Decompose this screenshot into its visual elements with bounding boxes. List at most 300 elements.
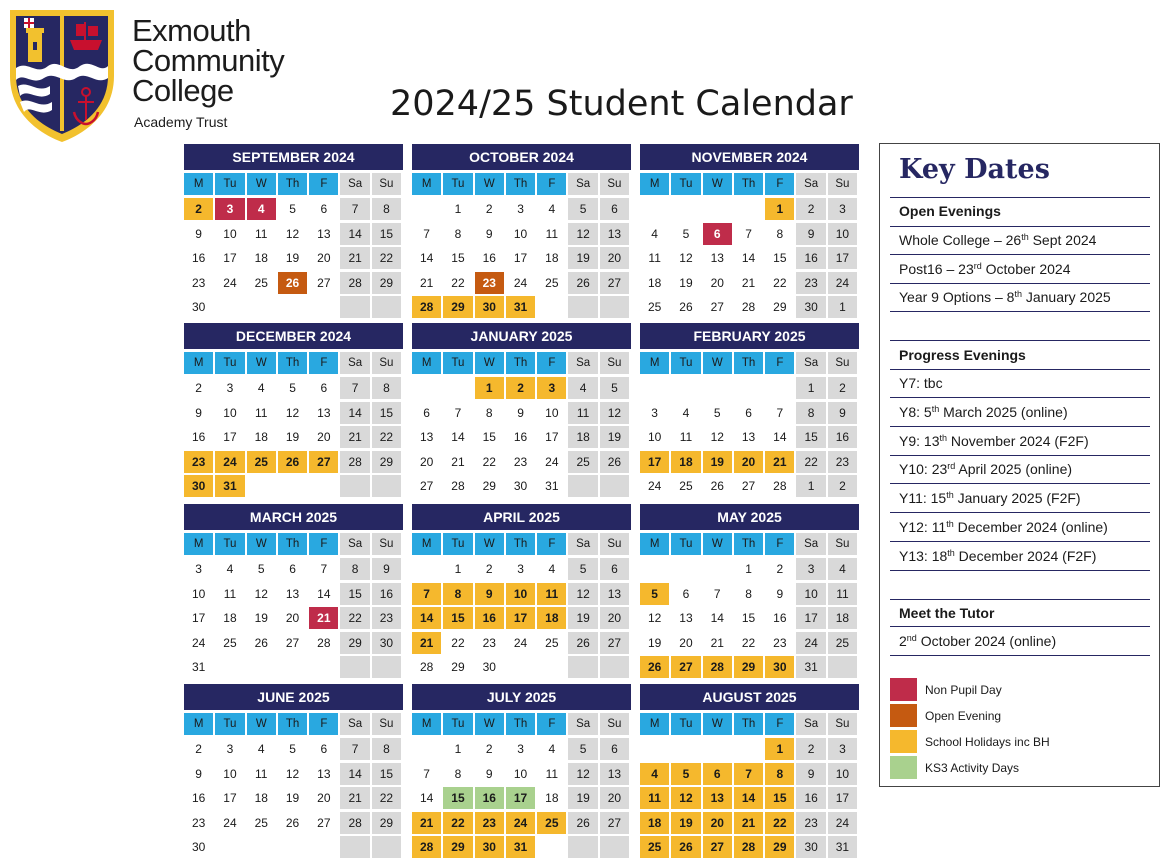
- day-cell: 5: [600, 377, 629, 399]
- day-cell: 11: [545, 766, 559, 781]
- weekday-header: Su: [372, 173, 401, 195]
- empty-day-cell: [278, 475, 307, 497]
- day-cell: 1: [828, 296, 857, 318]
- day-cell: 25: [640, 836, 669, 858]
- week-row: [640, 558, 859, 580]
- day-cell: 9: [796, 763, 825, 785]
- day-cell: 21: [340, 247, 369, 269]
- day-cell: 19: [285, 791, 300, 805]
- day-cell: 10: [796, 583, 825, 605]
- week-row: [184, 296, 403, 318]
- meet-tutor-heading: Meet the Tutor: [899, 605, 995, 621]
- week-row: [640, 223, 859, 245]
- day-cell: 18: [545, 251, 559, 265]
- day-cell: 6: [600, 738, 629, 760]
- day-cell: 29: [765, 836, 794, 858]
- week-row: [412, 402, 631, 424]
- empty-day-cell: [734, 198, 763, 220]
- week-row: [184, 475, 403, 497]
- empty-day-cell: [372, 656, 401, 678]
- empty-day-cell: [568, 475, 597, 497]
- day-cell: 8: [454, 766, 462, 781]
- weekday-header: F: [765, 173, 794, 195]
- weekday-header: Tu: [671, 352, 700, 374]
- weekday-header: Su: [828, 713, 857, 735]
- day-cell: 24: [223, 815, 237, 830]
- meet-tutor-item: [899, 633, 1056, 649]
- legend-swatch: [890, 678, 917, 701]
- day-cell: 7: [454, 405, 462, 420]
- day-cell: 20: [734, 451, 763, 473]
- week-row: [640, 607, 859, 629]
- day-cell: 23: [475, 812, 504, 834]
- weekday-header: F: [309, 713, 338, 735]
- month-may-2025: [640, 504, 859, 681]
- day-cell: 11: [255, 405, 268, 420]
- weekday-header: W: [475, 352, 504, 374]
- day-cell: 13: [317, 405, 331, 420]
- day-cell: 14: [451, 430, 465, 444]
- empty-day-cell: [640, 738, 669, 760]
- day-cell: 26: [278, 451, 307, 473]
- day-cell: 10: [191, 586, 206, 601]
- weekday-header: Th: [278, 173, 307, 195]
- day-cell: 9: [195, 766, 202, 781]
- day-cell: 1: [796, 377, 825, 399]
- day-cell: 13: [317, 226, 331, 241]
- day-cell: 15: [372, 402, 401, 424]
- weekday-header: F: [309, 173, 338, 195]
- day-cell: 5: [568, 198, 597, 220]
- month-header: FEBRUARY 2025: [640, 323, 859, 349]
- day-cell: 2: [506, 377, 535, 399]
- day-cell: 7: [745, 226, 752, 241]
- day-cell: 17: [513, 251, 528, 265]
- empty-day-cell: [703, 738, 732, 760]
- day-cell: 24: [647, 479, 662, 493]
- ordinal-suffix: rd: [973, 260, 982, 271]
- weekday-header: W: [247, 533, 276, 555]
- day-cell: 12: [679, 251, 693, 265]
- day-cell: 10: [223, 766, 237, 781]
- day-cell: 13: [679, 611, 693, 625]
- day-cell: 29: [372, 812, 401, 834]
- progress-evening-item: [899, 548, 1096, 564]
- day-cell: 24: [796, 632, 825, 654]
- day-cell: 30: [475, 836, 504, 858]
- day-cell: 30: [765, 656, 794, 678]
- day-cell: 11: [255, 226, 268, 241]
- weekday-header: Th: [734, 173, 763, 195]
- weekday-header: Th: [506, 352, 535, 374]
- day-cell: 7: [412, 583, 441, 605]
- day-cell: 8: [372, 198, 401, 220]
- day-cell: 2: [828, 475, 857, 497]
- day-cell: 28: [317, 635, 331, 650]
- day-cell: 16: [796, 787, 825, 809]
- day-cell: 25: [568, 451, 597, 473]
- day-cell: 8: [745, 586, 752, 601]
- weekday-header: F: [537, 533, 566, 555]
- day-cell: 31: [545, 479, 559, 493]
- page-title: 2024/25 Student Calendar: [390, 84, 853, 124]
- empty-day-cell: [412, 198, 441, 220]
- day-cell: 17: [191, 611, 206, 625]
- day-cell: 10: [223, 226, 237, 241]
- progress-evening-item: [899, 375, 943, 391]
- weekday-header: Th: [506, 533, 535, 555]
- empty-day-cell: [828, 656, 857, 678]
- empty-day-cell: [600, 475, 629, 497]
- school-subtitle: Academy Trust: [134, 114, 228, 130]
- day-cell: 20: [317, 791, 331, 805]
- day-cell: 22: [372, 787, 401, 809]
- weekday-header: F: [537, 713, 566, 735]
- date-text-rest: March 2025 (online): [939, 403, 1068, 420]
- day-cell: 3: [195, 562, 202, 576]
- day-cell: 4: [247, 198, 276, 220]
- weekday-header: Tu: [215, 713, 244, 735]
- week-row: [184, 632, 403, 654]
- day-cell: 14: [773, 430, 787, 444]
- empty-day-cell: [568, 296, 597, 318]
- day-cell: 1: [765, 198, 794, 220]
- month-december-2024: [184, 323, 403, 500]
- progress-evenings-heading: Progress Evenings: [899, 347, 1026, 363]
- day-cell: 7: [340, 377, 369, 399]
- date-text-rest: January 2025: [1021, 289, 1111, 305]
- empty-day-cell: [640, 377, 669, 399]
- day-cell: 5: [568, 558, 597, 580]
- day-cell: 9: [517, 405, 524, 420]
- month-june-2025: [184, 684, 403, 861]
- day-cell: 29: [773, 300, 787, 314]
- week-row: [640, 656, 859, 678]
- day-cell: 19: [254, 611, 268, 625]
- day-cell: 24: [506, 812, 535, 834]
- day-cell: 4: [828, 558, 857, 580]
- day-cell: 26: [640, 656, 669, 678]
- day-cell: 5: [713, 405, 721, 420]
- day-cell: 15: [443, 787, 472, 809]
- day-cell: 31: [506, 836, 535, 858]
- day-cell: 29: [372, 451, 401, 473]
- day-cell: 2: [195, 742, 202, 756]
- week-row: [412, 836, 631, 858]
- day-cell: 3: [651, 405, 658, 420]
- day-cell: 2: [184, 198, 213, 220]
- weekday-header: Su: [372, 352, 401, 374]
- week-row: [412, 296, 631, 318]
- weekday-header: W: [703, 533, 732, 555]
- day-cell: 24: [513, 635, 528, 650]
- empty-day-cell: [412, 738, 441, 760]
- day-cell: 14: [734, 787, 763, 809]
- day-cell: 27: [317, 815, 331, 830]
- empty-day-cell: [412, 558, 441, 580]
- ordinal-suffix: th: [1014, 289, 1022, 299]
- day-cell: 23: [191, 275, 206, 290]
- legend-label: Open Evening: [925, 709, 1002, 723]
- day-cell: 24: [513, 275, 528, 290]
- weekday-header-row: [640, 173, 859, 195]
- week-row: [412, 787, 631, 809]
- empty-day-cell: [309, 656, 338, 678]
- week-row: [640, 475, 859, 497]
- weekday-header-row: [640, 713, 859, 735]
- empty-day-cell: [640, 558, 669, 580]
- day-cell: 20: [600, 607, 629, 629]
- day-cell: 21: [309, 607, 338, 629]
- weekday-header: Tu: [215, 533, 244, 555]
- day-cell: 11: [537, 583, 566, 605]
- week-row: [412, 247, 631, 269]
- day-cell: 27: [600, 632, 629, 654]
- day-cell: 9: [195, 405, 202, 420]
- day-cell: 10: [828, 223, 857, 245]
- day-cell: 27: [741, 479, 756, 493]
- date-text-rest: December 2024 (F2F): [954, 547, 1097, 564]
- day-cell: 22: [773, 275, 787, 290]
- day-cell: 6: [600, 198, 629, 220]
- day-cell: 17: [796, 607, 825, 629]
- weekday-header: Th: [278, 352, 307, 374]
- weekday-header: Su: [600, 713, 629, 735]
- day-cell: 7: [776, 405, 784, 420]
- day-cell: 8: [443, 583, 472, 605]
- day-cell: 23: [796, 272, 825, 294]
- date-text-rest: December 2024 (online): [953, 519, 1108, 535]
- date-text-rest: October 2024 (online): [916, 633, 1057, 649]
- day-cell: 23: [773, 635, 787, 650]
- weekday-header: W: [247, 713, 276, 735]
- weekday-header: M: [640, 533, 669, 555]
- weekday-header: F: [765, 533, 794, 555]
- day-cell: 22: [451, 275, 465, 290]
- day-cell: 30: [796, 836, 825, 858]
- ordinal-suffix: th: [946, 490, 954, 501]
- day-cell: 27: [600, 812, 629, 834]
- date-text: Year 9 Options – 8: [899, 289, 1015, 305]
- week-row: [640, 198, 859, 220]
- day-cell: 10: [828, 763, 857, 785]
- empty-day-cell: [537, 836, 566, 858]
- day-cell: 2: [485, 562, 493, 576]
- weekday-header: M: [412, 352, 441, 374]
- day-cell: 4: [257, 381, 265, 395]
- day-cell: 6: [320, 742, 328, 756]
- day-cell: 14: [741, 251, 756, 265]
- day-cell: 18: [254, 251, 268, 265]
- date-text-rest: Sept 2024: [1028, 232, 1097, 248]
- week-row: [412, 763, 631, 785]
- day-cell: 25: [223, 635, 237, 650]
- day-cell: 18: [537, 607, 566, 629]
- day-cell: 8: [454, 226, 462, 241]
- day-cell: 13: [317, 766, 331, 781]
- empty-day-cell: [215, 296, 244, 318]
- day-cell: 9: [776, 586, 784, 601]
- weekday-header: W: [247, 173, 276, 195]
- weekday-header: Sa: [568, 533, 597, 555]
- legend-label: Non Pupil Day: [925, 683, 1002, 697]
- day-cell: 4: [548, 562, 556, 576]
- day-cell: 2: [485, 202, 493, 216]
- day-cell: 31: [191, 660, 206, 674]
- day-cell: 6: [289, 562, 296, 576]
- day-cell: 18: [640, 812, 669, 834]
- weekday-header: Th: [506, 713, 535, 735]
- ordinal-suffix: th: [931, 403, 940, 414]
- day-cell: 3: [517, 562, 524, 576]
- day-cell: 25: [537, 812, 566, 834]
- week-row: [184, 377, 403, 399]
- day-cell: 15: [765, 787, 794, 809]
- weekday-header: Sa: [568, 173, 597, 195]
- ordinal-suffix: rd: [947, 461, 956, 472]
- empty-day-cell: [309, 836, 338, 858]
- day-cell: 18: [671, 451, 700, 473]
- empty-day-cell: [309, 296, 338, 318]
- school-name: [132, 13, 285, 108]
- day-cell: 13: [600, 583, 629, 605]
- empty-day-cell: [600, 296, 629, 318]
- empty-day-cell: [278, 296, 307, 318]
- day-cell: 4: [257, 742, 265, 756]
- weekday-header: F: [537, 352, 566, 374]
- day-cell: 27: [710, 300, 724, 314]
- week-row: [412, 451, 631, 473]
- day-cell: 16: [828, 426, 857, 448]
- weekday-header: M: [184, 173, 213, 195]
- day-cell: 26: [254, 635, 268, 650]
- empty-day-cell: [247, 296, 276, 318]
- weekday-header: Sa: [340, 352, 369, 374]
- progress-evening-item: [899, 404, 1068, 420]
- day-cell: 29: [340, 632, 369, 654]
- day-cell: 17: [640, 451, 669, 473]
- day-cell: 8: [372, 738, 401, 760]
- date-text: Y8: 5: [899, 403, 932, 420]
- day-cell: 1: [475, 377, 504, 399]
- day-cell: 6: [600, 558, 629, 580]
- day-cell: 29: [734, 656, 763, 678]
- day-cell: 20: [710, 275, 724, 290]
- week-row: [412, 475, 631, 497]
- divider-line: [890, 369, 1150, 370]
- day-cell: 6: [703, 223, 732, 245]
- day-cell: 22: [340, 607, 369, 629]
- week-row: [412, 223, 631, 245]
- week-row: [184, 583, 403, 605]
- day-cell: 28: [340, 812, 369, 834]
- day-cell: 7: [713, 586, 721, 601]
- day-cell: 23: [513, 454, 528, 469]
- day-cell: 28: [773, 479, 787, 493]
- empty-day-cell: [600, 656, 629, 678]
- day-cell: 15: [741, 611, 756, 625]
- week-row: [412, 583, 631, 605]
- day-cell: 20: [317, 430, 331, 444]
- weekday-header: Tu: [671, 713, 700, 735]
- progress-evening-item: [899, 519, 1108, 535]
- weekday-header: Th: [734, 533, 763, 555]
- day-cell: 8: [372, 377, 401, 399]
- empty-day-cell: [372, 475, 401, 497]
- weekday-header-row: [184, 173, 403, 195]
- day-cell: 13: [600, 763, 629, 785]
- weekday-header: F: [537, 173, 566, 195]
- day-cell: 2: [485, 742, 493, 756]
- day-cell: 11: [640, 787, 669, 809]
- day-cell: 26: [285, 815, 300, 830]
- empty-day-cell: [537, 656, 566, 678]
- day-cell: 29: [482, 479, 496, 493]
- weekday-header: M: [412, 173, 441, 195]
- day-cell: 16: [513, 430, 528, 444]
- day-cell: 20: [600, 787, 629, 809]
- day-cell: 6: [682, 586, 690, 601]
- day-cell: 15: [796, 426, 825, 448]
- day-cell: 24: [191, 635, 206, 650]
- weekday-header-row: [184, 352, 403, 374]
- day-cell: 16: [482, 251, 496, 265]
- weekday-header: Sa: [796, 533, 825, 555]
- day-cell: 9: [475, 583, 504, 605]
- day-cell: 16: [475, 607, 504, 629]
- day-cell: 12: [568, 763, 597, 785]
- day-cell: 16: [773, 611, 787, 625]
- legend-swatch: [890, 730, 917, 753]
- weekday-header: W: [475, 173, 504, 195]
- day-cell: 21: [419, 275, 434, 290]
- day-cell: 18: [568, 426, 597, 448]
- day-cell: 21: [734, 812, 763, 834]
- weekday-header: W: [703, 713, 732, 735]
- day-cell: 25: [545, 635, 559, 650]
- weekday-header-row: [412, 173, 631, 195]
- day-cell: 13: [741, 430, 756, 444]
- date-text-rest: April 2025 (online): [955, 461, 1073, 478]
- day-cell: 3: [828, 738, 857, 760]
- month-header: AUGUST 2025: [640, 684, 859, 710]
- progress-evening-item: [899, 433, 1089, 449]
- day-cell: 17: [223, 251, 237, 265]
- date-text: Y10: 23: [899, 461, 948, 478]
- day-cell: 2: [796, 738, 825, 760]
- empty-day-cell: [537, 296, 566, 318]
- empty-day-cell: [568, 656, 597, 678]
- weekday-header: Tu: [215, 173, 244, 195]
- divider-line: [890, 655, 1150, 656]
- day-cell: 2: [195, 381, 202, 395]
- week-row: [640, 632, 859, 654]
- day-cell: 16: [191, 791, 206, 805]
- day-cell: 4: [548, 202, 556, 216]
- day-cell: 15: [451, 251, 465, 265]
- weekday-header: Su: [372, 713, 401, 735]
- day-cell: 24: [215, 451, 244, 473]
- day-cell: 31: [828, 836, 857, 858]
- day-cell: 15: [443, 607, 472, 629]
- day-cell: 8: [485, 405, 493, 420]
- day-cell: 15: [372, 223, 401, 245]
- week-row: [184, 402, 403, 424]
- day-cell: 6: [703, 763, 732, 785]
- open-evening-item: [899, 232, 1096, 248]
- month-july-2025: [412, 684, 631, 861]
- day-cell: 5: [289, 742, 296, 756]
